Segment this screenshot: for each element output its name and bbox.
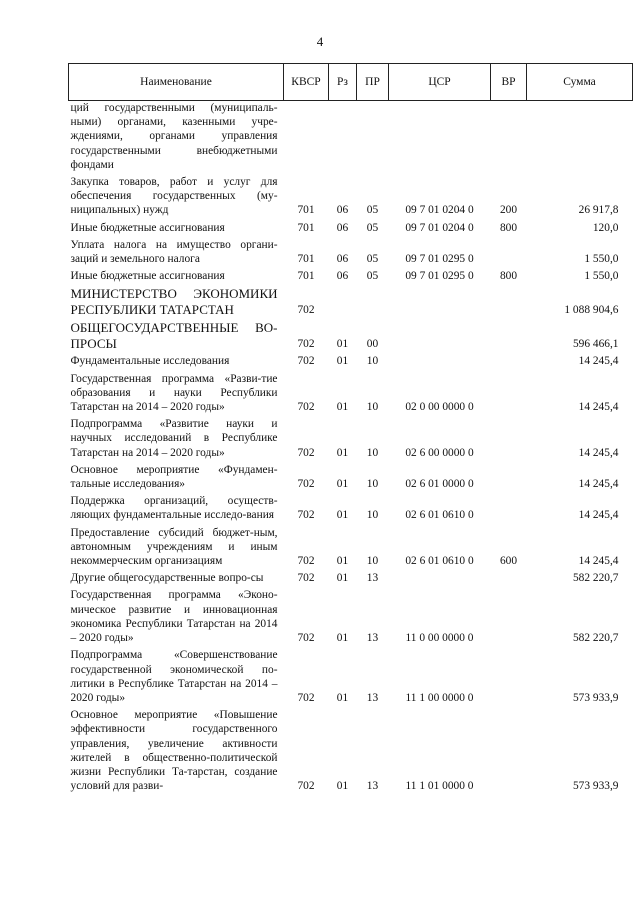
- table-row: [69, 235, 633, 266]
- row-csr: 02 6 01 0000 0: [405, 478, 474, 491]
- row-sum: 14 245,4: [578, 509, 619, 522]
- row-csr: 02 6 00 0000 0: [405, 446, 474, 459]
- row-csr: 09 7 01 0295 0: [405, 253, 474, 266]
- row-csr: 02 6 01 0610 0: [405, 555, 474, 568]
- row-rz: 01: [336, 401, 349, 414]
- table-row: [69, 460, 633, 491]
- row-sum: 1 088 904,6: [564, 304, 619, 317]
- row-vr: [491, 414, 527, 460]
- row-pr: 13: [366, 572, 379, 585]
- table-row: [69, 317, 633, 351]
- row-name: Закупка товаров, работ и услуг для обеспечения государственных (му-ниципальных) нужд: [70, 176, 278, 217]
- row-name: Иные бюджетные ассигнования: [70, 221, 225, 234]
- row-rz: 01: [336, 355, 349, 368]
- row-kvsr: 702: [297, 509, 315, 522]
- row-vr: [491, 491, 527, 522]
- row-rz: 06: [336, 221, 349, 234]
- row-csr: 11 0 00 0000 0: [405, 632, 474, 645]
- row-sum: 26 917,8: [578, 204, 619, 217]
- row-vr: 600: [499, 555, 518, 568]
- row-rz: [329, 283, 357, 317]
- row-csr: 09 7 01 0204 0: [405, 221, 474, 234]
- table-row: [69, 585, 633, 645]
- row-csr: [389, 351, 491, 368]
- row-vr: [491, 705, 527, 793]
- row-kvsr: 702: [297, 555, 315, 568]
- row-kvsr: 702: [297, 572, 315, 585]
- header-pr: ПР: [357, 64, 389, 101]
- row-name: ОБЩЕГОСУДАРСТВЕННЫЕ ВО-ПРОСЫ: [70, 320, 278, 351]
- budget-table: [68, 63, 633, 793]
- row-sum: 14 245,4: [578, 355, 619, 368]
- row-name: Государственная программа «Эконо-мическое развитие и инновационная экономика Республики Татарстан на 2014 – 2020 годы»: [70, 589, 278, 645]
- row-vr: [491, 585, 527, 645]
- table-row: [69, 414, 633, 460]
- row-pr: 13: [366, 691, 379, 704]
- row-csr: [389, 568, 491, 585]
- row-kvsr: 701: [297, 204, 315, 217]
- row-sum: 582 220,7: [572, 632, 619, 645]
- row-pr: 10: [366, 446, 379, 459]
- row-name: Государственная программа «Разви-тие образования и науки Республики Татарстан на 2014 – 2020 годы»: [70, 372, 278, 414]
- row-sum: 14 245,4: [578, 555, 619, 568]
- row-csr: 02 0 00 0000 0: [405, 401, 474, 414]
- row-pr: 10: [366, 509, 379, 522]
- row-pr: 05: [366, 204, 379, 217]
- row-rz: 01: [336, 572, 349, 585]
- table-row: [69, 283, 633, 317]
- table-row: [69, 568, 633, 585]
- row-kvsr: 702: [297, 338, 315, 351]
- row-vr: [491, 645, 527, 705]
- row-pr: [357, 283, 389, 317]
- row-csr: 02 6 01 0610 0: [405, 509, 474, 522]
- row-kvsr: 701: [297, 270, 315, 283]
- row-name: Поддержка организаций, осуществ-ляющих фундаментальные исследо-вания: [70, 495, 278, 522]
- row-rz: 06: [336, 270, 349, 283]
- row-pr: 10: [366, 478, 379, 491]
- row-sum: [527, 101, 633, 173]
- row-kvsr: 702: [297, 304, 315, 317]
- row-kvsr: 702: [297, 355, 315, 368]
- row-vr: 800: [499, 270, 518, 283]
- row-rz: 01: [336, 478, 349, 491]
- row-pr: 05: [366, 270, 379, 283]
- row-sum: 573 933,9: [572, 691, 619, 704]
- table-header-row: [69, 64, 633, 101]
- row-csr: 11 1 01 0000 0: [405, 780, 474, 793]
- table-row: [69, 172, 633, 218]
- table-row: [69, 523, 633, 569]
- row-csr: [389, 317, 491, 351]
- row-kvsr: 702: [297, 401, 315, 414]
- row-sum: 573 933,9: [572, 780, 619, 793]
- table-row: [69, 351, 633, 368]
- row-sum: 14 245,4: [578, 446, 619, 459]
- row-rz: 01: [336, 632, 349, 645]
- row-rz: 06: [336, 204, 349, 217]
- row-csr: [389, 283, 491, 317]
- row-pr: 05: [366, 253, 379, 266]
- row-name: Подпрограмма «Развитие науки и научных исследований в Республике Татарстан на 2014 – 2020 годы»: [70, 418, 278, 459]
- table-row: [69, 645, 633, 705]
- row-sum: 14 245,4: [578, 401, 619, 414]
- row-sum: 1 550,0: [584, 253, 619, 266]
- row-rz: 01: [336, 446, 349, 459]
- header-name: Наименование: [69, 64, 284, 101]
- row-vr: [491, 568, 527, 585]
- row-rz: 01: [336, 509, 349, 522]
- row-sum: 14 245,4: [578, 478, 619, 491]
- row-pr: 13: [366, 632, 379, 645]
- row-rz: [329, 101, 357, 173]
- row-vr: [491, 283, 527, 317]
- row-kvsr: 702: [297, 632, 315, 645]
- row-vr: [491, 101, 527, 173]
- row-kvsr: [284, 101, 329, 173]
- row-kvsr: 702: [297, 780, 315, 793]
- row-rz: 01: [336, 780, 349, 793]
- row-name: МИНИСТЕРСТВО ЭКОНОМИКИ РЕСПУБЛИКИ ТАТАРСТАН: [70, 286, 278, 317]
- row-sum: 582 220,7: [572, 572, 619, 585]
- table-row: [69, 705, 633, 793]
- row-name: Фундаментальные исследования: [70, 355, 230, 368]
- row-sum: 596 466,1: [572, 338, 619, 351]
- row-rz: 01: [336, 555, 349, 568]
- row-csr: [389, 101, 491, 173]
- row-pr: 10: [366, 401, 379, 414]
- header-vr: ВР: [491, 64, 527, 101]
- row-pr: 00: [366, 338, 379, 351]
- row-pr: [357, 101, 389, 173]
- table-row: [69, 491, 633, 522]
- row-name: Иные бюджетные ассигнования: [70, 270, 225, 283]
- row-csr: 11 1 00 0000 0: [405, 691, 474, 704]
- row-name: Предоставление субсидий бюджет-ным, автономным учреждениям и иным некоммерческим организациям: [70, 526, 278, 568]
- header-rz: Рз: [329, 64, 357, 101]
- row-vr: 200: [499, 204, 518, 217]
- row-kvsr: 701: [297, 253, 315, 266]
- row-vr: [491, 460, 527, 491]
- row-vr: [491, 369, 527, 415]
- row-sum: 1 550,0: [584, 270, 619, 283]
- table-row: [69, 101, 633, 173]
- row-rz: 01: [336, 338, 349, 351]
- row-csr: 09 7 01 0295 0: [405, 270, 474, 283]
- row-name: Основное мероприятие «Повышение эффективности государственного управления, увеличение активности жителей в общественно-политической жизни Республики Та-тарстан, создание условий для разви-: [70, 709, 278, 793]
- table-row: [69, 218, 633, 235]
- row-pr: 05: [366, 221, 379, 234]
- header-kvsr: КВСР: [284, 64, 329, 101]
- row-vr: [491, 351, 527, 368]
- table-row: [69, 266, 633, 283]
- row-pr: 10: [366, 355, 379, 368]
- row-kvsr: 701: [297, 221, 315, 234]
- row-vr: [491, 235, 527, 266]
- row-pr: 10: [366, 555, 379, 568]
- row-name: Уплата налога на имущество органи-заций и земельного налога: [70, 238, 278, 266]
- header-csr: ЦСР: [389, 64, 491, 101]
- row-kvsr: 702: [297, 691, 315, 704]
- row-vr: 800: [499, 221, 518, 234]
- row-name: Другие общегосударственные вопро-сы: [70, 572, 264, 585]
- row-pr: 13: [366, 780, 379, 793]
- row-name: Основное мероприятие «Фундамен-тальные исследования»: [70, 463, 278, 491]
- row-csr: 09 7 01 0204 0: [405, 204, 474, 217]
- row-vr: [491, 317, 527, 351]
- row-rz: 01: [336, 691, 349, 704]
- row-name: ций государственными (муниципаль-ными) органами, казенными учре-ждениями, органами управления государственными внебюджетными фондами: [70, 102, 278, 171]
- page-number: 4: [316, 34, 324, 49]
- table-row: [69, 369, 633, 415]
- row-name: Подпрограмма «Совершенствование государственной экономической по-литики в Республике Татарстан на 2014 – 2020 годы»: [70, 649, 278, 704]
- row-kvsr: 702: [297, 478, 315, 491]
- header-sum: Сумма: [527, 64, 633, 101]
- row-sum: 120,0: [592, 221, 619, 234]
- row-rz: 06: [336, 253, 349, 266]
- row-kvsr: 702: [297, 446, 315, 459]
